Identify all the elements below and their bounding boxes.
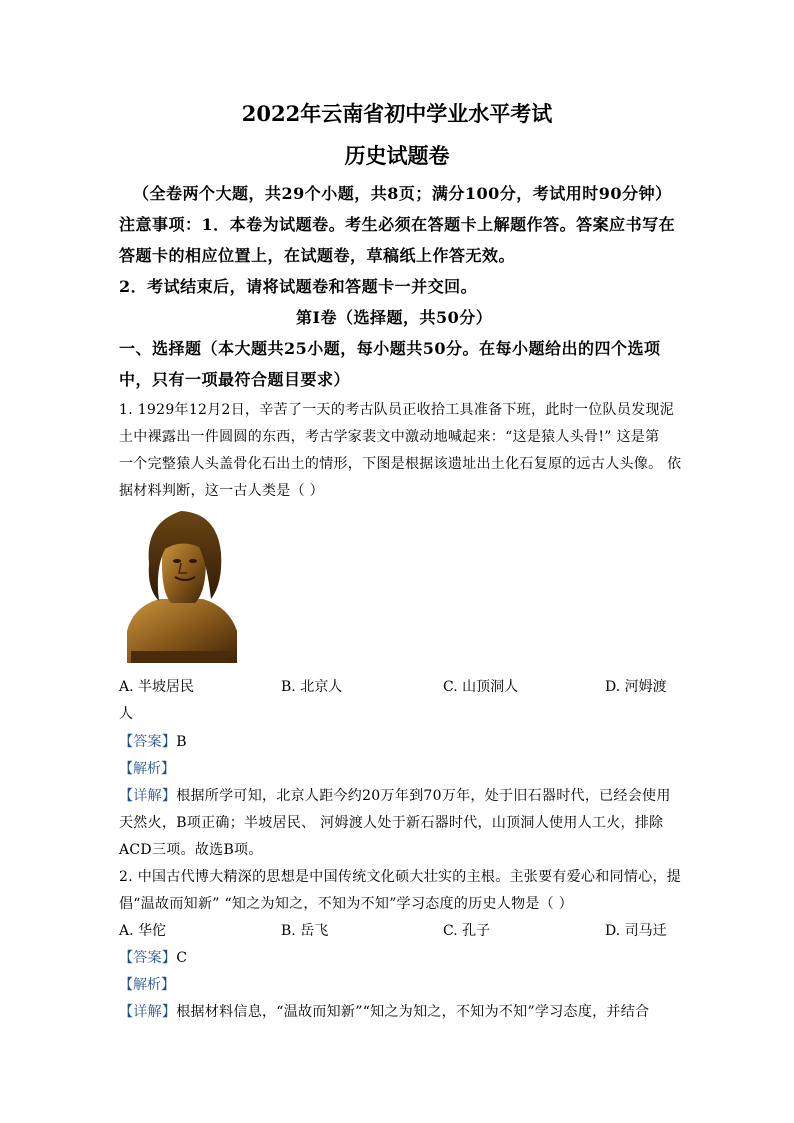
q1-detail-line-3: ACD三项。故选B项。	[119, 842, 263, 858]
notice-line-3: 2．考试结束后，请将试题卷和答题卡一并交回。	[119, 277, 478, 296]
notice-line-1: 注意事项：1．本卷为试题卷。考生必须在答题卡上解题作答。答案应书写在	[119, 215, 676, 234]
q1-option-d-wrap: 人	[119, 706, 134, 722]
q1-option-b[interactable]: B. 北京人	[281, 679, 343, 695]
section-heading-line-2: 中，只有一项最符合题目要求）	[119, 370, 351, 389]
q2-detail-text-1: 根据材料信息，“温故而知新”“知之为知之，不知为不知”学习态度，并结合	[176, 1004, 650, 1020]
q1-option-c[interactable]: C. 山顶洞人	[443, 679, 519, 695]
q2-stem-line-1: 2. 中国古代博大精深的思想是中国传统文化硕大壮实的主根。主张要有爱心和同情心，提	[119, 869, 682, 885]
q1-answer: B	[176, 734, 187, 750]
q1-stem-line-2: 土中裸露出一件圆圆的东西，考古学家裴文中激动地喊起来：“这是猿人头骨!” 这是第	[119, 429, 660, 445]
q2-option-d[interactable]: D. 司马迁	[605, 923, 667, 939]
q2-stem-line-2: 倡“温故而知新” “知之为知之，不知为不知”学习态度的历史人物是（ ）	[119, 896, 574, 912]
q2-answer-row	[119, 947, 187, 967]
q1-detail-line-2: 天然火，B项正确；半坡居民、 河姆渡人处于新石器时代，山顶洞人使用人工火，排除	[119, 815, 664, 831]
exam-subtitle: 历史试题卷	[344, 143, 450, 168]
q1-analysis-label: 【解析】	[119, 761, 175, 777]
q1-stem-line-1: 1. 1929年12月2日，辛苦了一天的考古队员正收拾工具准备下班，此时一位队员发现泥	[119, 402, 675, 418]
q2-analysis-label: 【解析】	[119, 977, 175, 993]
q1-detail-text-1: 根据所学可知，北京人距今约20万年到70万年，处于旧石器时代，已经会使用	[176, 788, 671, 804]
exam-summary: （全卷两个大题，共29个小题，共8页；满分100分，考试用时90分钟）	[133, 184, 672, 203]
q1-stem-line-3: 一个完整猿人头盖骨化石出土的情形，下图是根据该遗址出土化石复原的远古人头像。 依	[119, 456, 682, 472]
notice-line-2: 答题卡的相应位置上，在试题卷，草稿纸上作答无效。	[119, 246, 516, 265]
section-heading-line-1: 一、选择题（本大题共25小题，每小题共50分。在每小题给出的四个选项	[119, 339, 661, 358]
q2-option-b[interactable]: B. 岳飞	[281, 923, 329, 939]
q1-option-d[interactable]: D. 河姆渡	[605, 679, 667, 695]
q2-option-a[interactable]: A. 华佗	[119, 923, 167, 939]
detail-label: 【详解】	[119, 1004, 177, 1020]
q1-detail-line-1	[119, 785, 671, 805]
answer-label: 【答案】	[119, 950, 177, 966]
q1-stem-line-4: 据材料判断，这一古人类是（ ）	[119, 483, 324, 499]
part1-heading: 第Ⅰ卷（选择题，共50分）	[296, 308, 493, 327]
q2-answer: C	[176, 950, 188, 966]
exam-title: 2022年云南省初中学业水平考试	[241, 101, 553, 126]
q2-option-c[interactable]: C. 孔子	[443, 923, 491, 939]
answer-label: 【答案】	[119, 734, 177, 750]
detail-label: 【详解】	[119, 788, 177, 804]
q1-answer-row	[119, 731, 187, 751]
peking-man-bust-image	[119, 503, 243, 663]
q2-detail-line-1	[119, 1001, 649, 1021]
q1-option-a[interactable]: A. 半坡居民	[119, 679, 195, 695]
